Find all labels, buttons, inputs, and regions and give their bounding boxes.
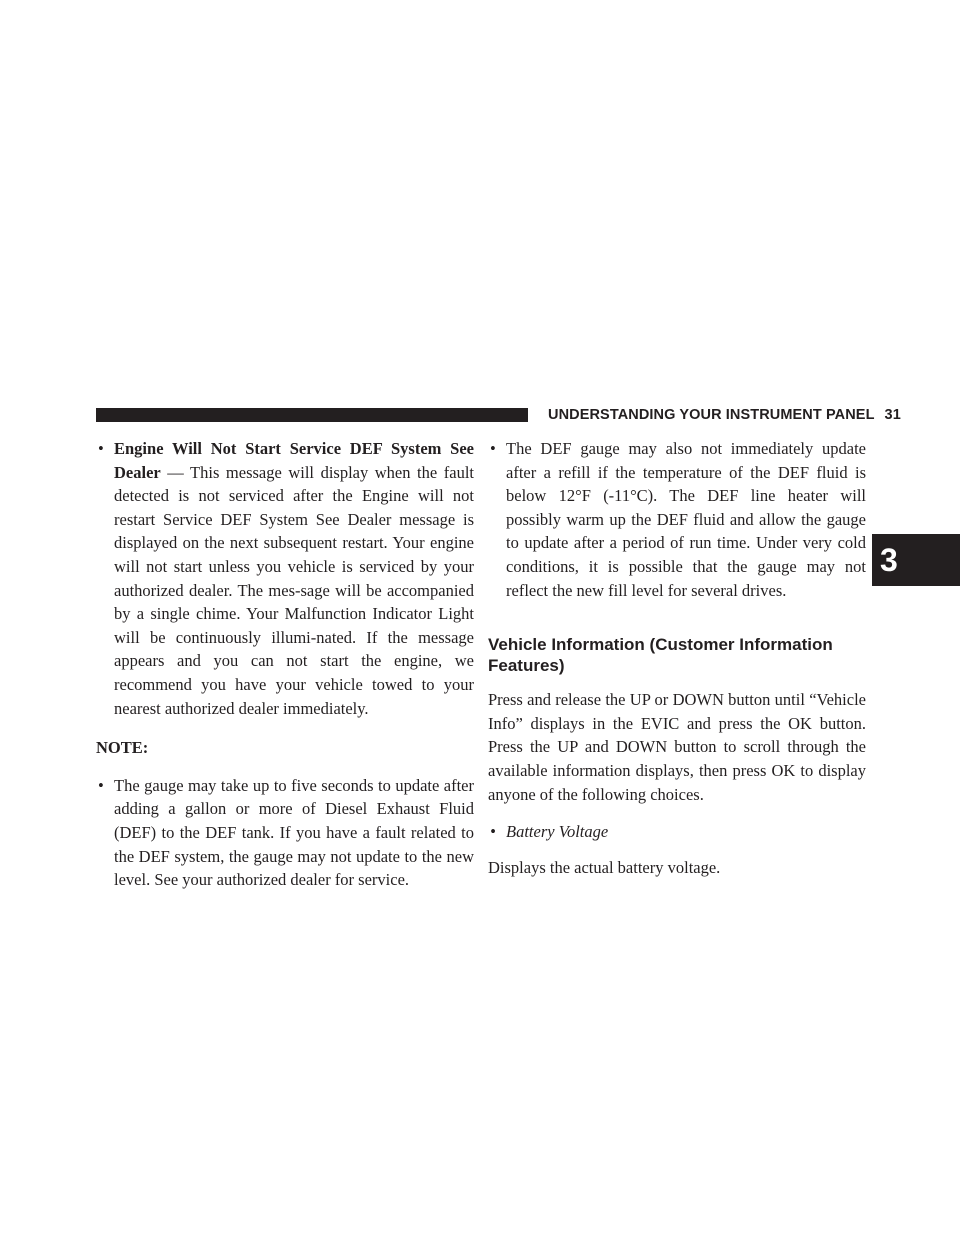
chapter-number: 3 <box>880 541 898 578</box>
right-column <box>488 437 866 879</box>
bullet-icon: • <box>98 439 104 458</box>
section-heading: Vehicle Information (Customer Information Features) <box>488 635 833 676</box>
bullet-battery-voltage <box>488 820 866 844</box>
battery-description: Displays the actual battery voltage. <box>488 857 721 877</box>
bullet-lead: Engine Will Not Start Service DEF System See Dealer <box>114 439 474 482</box>
bullet-text <box>114 437 474 720</box>
running-header <box>548 406 901 424</box>
bullet-icon: • <box>490 822 496 842</box>
bullet-icon: • <box>98 775 104 795</box>
bullet-icon: • <box>490 439 496 458</box>
header-rule <box>96 408 528 422</box>
bullet-text: The DEF gauge may also not immediately update after a refill if the temperature of the DEF fluid is below 12°F (-11°C). The DEF line heater will possibly warm up the DEF fluid and allow the gauge to update after a period of run time. Under very cold conditions, it is possible that the gauge may not reflect the new fill level for several drives. <box>506 439 866 600</box>
header-title: UNDERSTANDING YOUR INSTRUMENT PANEL <box>548 407 875 423</box>
note-heading: NOTE: <box>96 738 149 758</box>
section-paragraph: Press and release the UP or DOWN button until “Vehicle Info” displays in the EVIC and press the OK button. Press the UP and DOWN button to scroll through the available information displays, then press OK to display anyone of the following choices. <box>488 690 866 804</box>
bullet-body: — This message will display when the fault detected is not serviced after the Engine will not restart Service DEF System See Dealer message is displayed on the next subsequent restart. Your engine will not start unless you vehicle is serviced by your authorized dealer. The mes-sage will be accompanied by a single chime. Your Malfunction Indicator Light will be continuously illumi-nated. If the message appears and you can not start the engine, we recommend you have your vehicle towed to your nearest authorized dealer immediately. <box>114 462 474 718</box>
bullet-engine-will-not-start <box>96 437 474 720</box>
bullet-text: Battery Voltage <box>506 822 609 842</box>
bullet-gauge-update <box>96 774 474 892</box>
page-number: 31 <box>884 407 901 423</box>
bullet-def-gauge-cold <box>488 437 866 602</box>
chapter-tab <box>872 534 960 586</box>
bullet-text: The gauge may take up to five seconds to update after adding a gallon or more of Diesel Exhaust Fluid (DEF) to the DEF tank. If you have a fault related to the DEF system, the gauge may not update to the new level. See your authorized dealer for service. <box>114 775 474 890</box>
left-column <box>96 437 474 892</box>
